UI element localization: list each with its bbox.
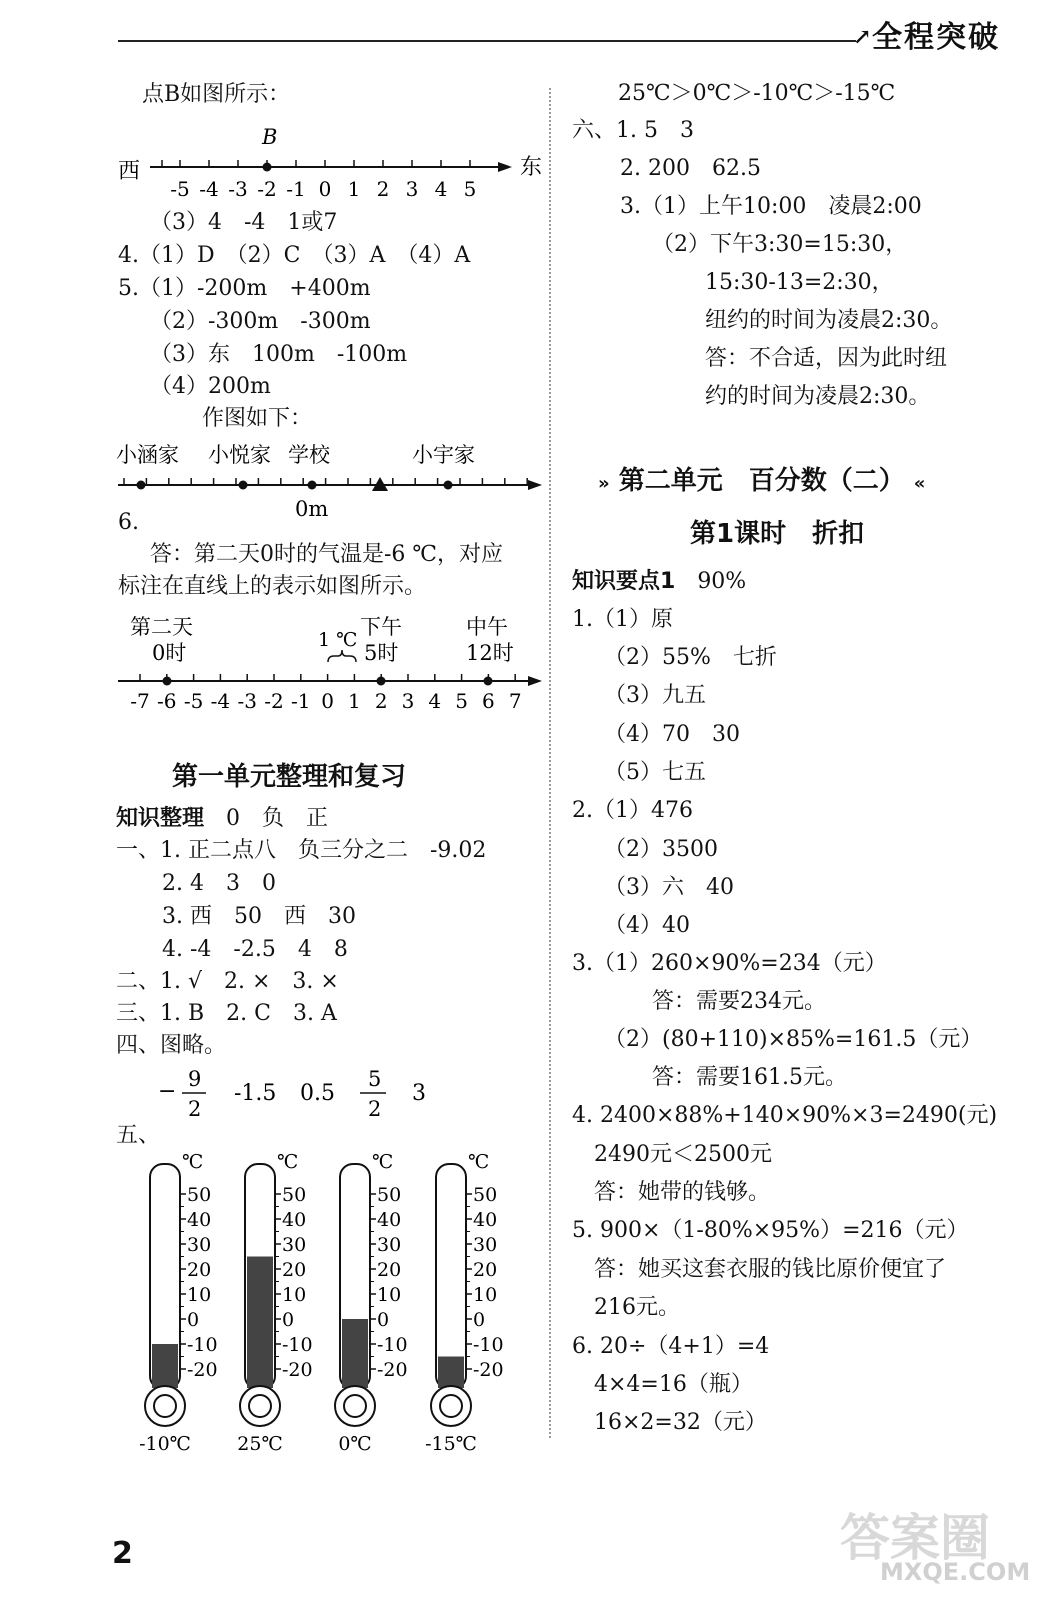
thermo-reading: 0℃ xyxy=(338,1433,372,1455)
thermo-tick-label: 50 xyxy=(377,1184,402,1206)
thermometer xyxy=(335,1151,408,1455)
nl2-zero-label: 0m xyxy=(295,497,329,521)
unit2-title-text: 第二单元 百分数（二） xyxy=(618,466,905,496)
right-line-6: 15:30-13=2:30， xyxy=(705,270,894,295)
nl3-unit-brace xyxy=(328,650,356,662)
nl3-tick-label: 1 xyxy=(348,689,361,713)
thermo-tick-label: 50 xyxy=(187,1184,212,1206)
knowledge-point-line xyxy=(572,567,746,597)
left-line-3: （3）4 -4 1或7 xyxy=(150,210,338,235)
left-line-5-1: 5.（1）-200m +400m xyxy=(118,276,371,301)
q5-answer: 答：她买这套衣服的钱比原价便宜了 xyxy=(594,1257,947,1282)
thermo-tick-label: -10 xyxy=(187,1334,218,1356)
nl2-arrow xyxy=(528,480,542,490)
frac-a-numerator: 9 xyxy=(188,1067,202,1091)
left-line-6a: 答：第二天0时的气温是-6 ℃，对应 xyxy=(150,542,504,567)
q4-2: 2490元＜2500元 xyxy=(594,1142,772,1167)
thermometer xyxy=(237,1151,312,1455)
q3-1: 3.（1）260×90%=234（元） xyxy=(572,951,887,976)
thermo-tick-label: -20 xyxy=(473,1359,504,1381)
left-line-point-b: 点B如图所示： xyxy=(142,82,291,107)
thermometer xyxy=(139,1151,218,1455)
nl1-point-label: B xyxy=(262,125,278,149)
q3-2-answer: 答：需要161.5元。 xyxy=(652,1065,847,1090)
double-chevron-right-icon: » xyxy=(598,473,610,494)
thermo-tick-label: -20 xyxy=(282,1359,313,1381)
review-1-4: 4. -4 -2.5 4 8 xyxy=(162,937,348,962)
q6-1: 6. 20÷（4+1）=4 xyxy=(572,1334,770,1359)
nl1-tick-label: -5 xyxy=(170,177,190,201)
thermo-tick-label: 0 xyxy=(473,1309,486,1331)
thermo-tick-label: 10 xyxy=(187,1284,212,1306)
nl3-tick-label: -3 xyxy=(237,689,257,713)
thermometers xyxy=(120,1142,540,1462)
knowledge-summary-label: 知识整理 xyxy=(116,806,205,831)
thermo-tick-label: 50 xyxy=(473,1184,498,1206)
nl2-ticks xyxy=(124,478,527,485)
nl2-dot-xiaohan xyxy=(137,481,146,490)
thermo-tick-label: 30 xyxy=(473,1234,498,1256)
q1-2: （2）55% 七折 xyxy=(604,645,777,670)
nl1-tick-label: -2 xyxy=(257,177,277,201)
review-1-3: 3. 西 50 西 30 xyxy=(162,904,356,929)
thermo-mercury xyxy=(342,1319,368,1388)
nl3-unit: 1 ℃ xyxy=(318,629,358,651)
thermo-tick-label: -10 xyxy=(473,1334,504,1356)
right-line-3: 2. 200 62.5 xyxy=(620,156,761,181)
thermo-tick-label: 10 xyxy=(473,1284,498,1306)
knowledge-point-answer: 90% xyxy=(675,569,747,594)
q2-3: （3）六 40 xyxy=(604,875,734,900)
header-brand: 全程突破 xyxy=(872,20,1000,55)
nl3-tick-label: -1 xyxy=(291,689,311,713)
nl3-arrow xyxy=(528,676,542,686)
right-line-8: 答：不合适，因为此时纽 xyxy=(705,346,948,371)
nl1-tick-label: 3 xyxy=(405,177,419,201)
thermo-tick-label: 30 xyxy=(282,1234,307,1256)
nl3-tick-label: 5 xyxy=(455,689,468,713)
frac-d-numerator: 5 xyxy=(368,1067,382,1091)
nl3-tick-label: 0 xyxy=(321,689,334,713)
nl1-tick-label: 2 xyxy=(376,177,390,201)
thermo-tick-label: 20 xyxy=(187,1259,212,1281)
nl1-west-label: 西 xyxy=(118,159,141,184)
lesson-title: 第1课时 折扣 xyxy=(690,519,865,549)
nl3-dot-minus6 xyxy=(163,677,172,686)
review-4: 四、图略。 xyxy=(116,1033,227,1058)
thermo-mercury xyxy=(438,1357,464,1389)
thermo-tick-label: 30 xyxy=(377,1234,402,1256)
number-line-homes xyxy=(110,436,550,526)
review-5: 五、 xyxy=(116,1123,161,1148)
nl3-tick-label: 7 xyxy=(508,689,522,713)
thermo-unit: ℃ xyxy=(372,1151,394,1173)
thermo-tick-label: 30 xyxy=(187,1234,212,1256)
nl3-tick-label: -5 xyxy=(183,689,204,713)
nl3-top-afternoon: 下午 xyxy=(360,615,402,639)
review-2: 二、1. √ 2. × 3. × xyxy=(116,969,339,994)
nl1-tick-label: 4 xyxy=(434,177,448,201)
q1-4: （4）70 30 xyxy=(604,722,740,747)
value-3: 3 xyxy=(412,1081,426,1106)
nl1-tick-label: -3 xyxy=(228,177,248,201)
review-3: 三、1. B 2. C 3. A xyxy=(116,1001,337,1026)
left-line-5-5: 作图如下： xyxy=(202,406,313,431)
left-line-6b: 标注在直线上的表示如图所示。 xyxy=(118,574,427,599)
thermo-tick-label: 50 xyxy=(282,1184,307,1206)
nl3-tick-label: -2 xyxy=(264,689,284,713)
knowledge-summary-answers: 0 负 正 xyxy=(204,806,329,831)
nl1-point-b xyxy=(263,163,272,172)
q4-answer: 答：她带的钱够。 xyxy=(594,1180,771,1205)
nl3-ticks xyxy=(130,674,521,713)
thermo-tube xyxy=(436,1164,466,1389)
nl3-top-day2: 第二天 xyxy=(130,615,193,639)
nl3-bottom-5h: 5时 xyxy=(364,641,399,665)
review-1-2: 2. 4 3 0 xyxy=(162,871,276,896)
thermo-mercury xyxy=(152,1344,178,1388)
frac-a-denominator: 2 xyxy=(188,1097,202,1121)
nl3-tick-label: -7 xyxy=(130,689,150,713)
thermo-bulb-inner xyxy=(154,1395,176,1417)
thermo-tick-label: 20 xyxy=(282,1259,307,1281)
header-swoosh-icon: ↗ xyxy=(853,24,872,50)
nl1-tick-label: -1 xyxy=(286,177,306,201)
nl2-dot-xiaoyu xyxy=(444,481,453,490)
nl2-label-xiaohan: 小涵家 xyxy=(116,443,179,467)
nl1-arrow xyxy=(498,162,512,172)
review-1-1: 一、1. 正二点八 负三分之二 -9.02 xyxy=(116,838,487,863)
fraction-row xyxy=(150,1062,450,1122)
right-line-5: （2）下午3:30=15:30， xyxy=(652,232,908,257)
thermo-tick-label: 0 xyxy=(187,1309,200,1331)
nl2-dot-school xyxy=(308,481,317,490)
thermo-tick-label: 10 xyxy=(377,1284,402,1306)
nl3-tick-label: 4 xyxy=(428,689,442,713)
q3-2: （2）(80+110)×85%=161.5（元） xyxy=(604,1027,983,1052)
knowledge-point-label: 知识要点1 xyxy=(572,569,676,594)
left-line-4: 4.（1）D （2）C （3）A （4）A xyxy=(118,243,471,268)
right-line-7: 纽约的时间为凌晨2:30。 xyxy=(705,308,953,333)
right-line-2: 六、1. 5 3 xyxy=(572,118,694,143)
thermo-unit: ℃ xyxy=(182,1151,204,1173)
nl3-tick-label: 2 xyxy=(374,689,388,713)
q6-3: 16×2=32（元） xyxy=(594,1410,767,1435)
q3-1-answer: 答：需要234元。 xyxy=(652,989,826,1014)
q5-1: 5. 900×（1-80%×95%）=216（元） xyxy=(572,1218,969,1243)
q1-3: （3）九五 xyxy=(604,683,706,708)
q2-1: 2.（1）476 xyxy=(572,798,693,823)
nl2-label-xiaoyue: 小悦家 xyxy=(208,443,271,467)
thermometer xyxy=(425,1151,504,1455)
knowledge-summary-line xyxy=(116,804,328,834)
number-line-temperature xyxy=(110,606,550,716)
left-line-5-2: （2）-300m -300m xyxy=(150,309,371,334)
nl1-tick-label: 5 xyxy=(463,177,477,201)
thermo-unit: ℃ xyxy=(277,1151,299,1173)
thermo-tick-label: 20 xyxy=(377,1259,402,1281)
thermo-reading: 25℃ xyxy=(237,1433,283,1455)
left-line-5-3: （3）东 100m -100m xyxy=(150,342,408,367)
nl3-tick-label: 3 xyxy=(401,689,415,713)
q6-2: 4×4=16（瓶） xyxy=(594,1372,753,1397)
double-chevron-left-icon: « xyxy=(913,473,926,494)
thermo-unit: ℃ xyxy=(468,1151,490,1173)
thermo-bulb-inner xyxy=(249,1395,271,1417)
nl1-tick-label: 1 xyxy=(347,177,361,201)
thermo-tick-label: 40 xyxy=(473,1209,498,1231)
nl3-dot-2 xyxy=(377,677,386,686)
thermo-tick-label: -10 xyxy=(282,1334,313,1356)
nl1-east-label: 东 xyxy=(520,155,543,180)
nl2-label-school: 学校 xyxy=(288,443,330,467)
thermo-tick-label: 40 xyxy=(282,1209,307,1231)
left-line-6: 6. xyxy=(118,510,139,535)
thermo-tick-label: 40 xyxy=(377,1209,402,1231)
thermo-tick-label: -10 xyxy=(377,1334,408,1356)
thermo-mercury xyxy=(247,1257,273,1389)
thermo-reading: -10℃ xyxy=(139,1433,191,1455)
thermo-reading: -15℃ xyxy=(425,1433,477,1455)
thermo-tick-label: -20 xyxy=(187,1359,218,1381)
q5-answer-cont: 216元。 xyxy=(594,1295,680,1320)
thermo-tick-label: 0 xyxy=(377,1309,390,1331)
q4-1: 4. 2400×88%+140×90%×3=2490(元) xyxy=(572,1103,998,1128)
number-line-b xyxy=(110,120,550,210)
thermo-tick-label: 40 xyxy=(187,1209,212,1231)
value-minus-1-5: -1.5 xyxy=(234,1081,277,1106)
q2-4: （4）40 xyxy=(604,913,690,938)
unit1-review-title: 第一单元整理和复习 xyxy=(172,762,407,792)
q1-5: （5）七五 xyxy=(604,760,706,785)
nl3-top-noon: 中午 xyxy=(466,615,508,639)
right-line-4: 3.（1）上午10:00 凌晨2:00 xyxy=(620,194,922,219)
nl2-dot-xiaoyue xyxy=(239,481,248,490)
page-number: 2 xyxy=(112,1536,133,1571)
thermo-bulb-inner xyxy=(440,1395,462,1417)
q2-2: （2）3500 xyxy=(604,837,718,862)
thermo-tick-label: 20 xyxy=(473,1259,498,1281)
nl3-tick-label: 6 xyxy=(482,689,495,713)
header-rule xyxy=(118,40,856,42)
value-0-5: 0.5 xyxy=(300,1081,335,1106)
thermo-bulb-inner xyxy=(344,1395,366,1417)
watermark-url: MXQE.COM xyxy=(880,1558,1031,1586)
nl2-label-xiaoyu: 小宇家 xyxy=(412,443,475,467)
nl3-tick-label: -6 xyxy=(157,689,177,713)
column-divider xyxy=(549,88,552,1438)
nl3-bottom-12h: 12时 xyxy=(466,641,514,665)
right-line-9: 约的时间为凌晨2:30。 xyxy=(705,384,931,409)
frac-d-denominator: 2 xyxy=(368,1097,382,1121)
right-line-1: 25℃＞0℃＞-10℃＞-15℃ xyxy=(618,81,896,106)
nl1-tick-label: -4 xyxy=(199,177,219,201)
left-line-5-4: （4）200m xyxy=(150,374,271,399)
thermo-tick-label: 0 xyxy=(282,1309,295,1331)
nl3-tick-label: -4 xyxy=(210,689,231,713)
q1-1: 1.（1）原 xyxy=(572,607,673,632)
unit2-title xyxy=(598,460,925,497)
frac-neg-sign: − xyxy=(158,1079,177,1104)
nl3-dot-6 xyxy=(484,677,493,686)
watermark-logo: 答案圈 xyxy=(840,1509,990,1567)
thermo-tick-label: -20 xyxy=(377,1359,408,1381)
nl1-tick-label: 0 xyxy=(318,177,332,201)
nl3-bottom-0h: 0时 xyxy=(152,641,187,665)
thermo-tick-label: 10 xyxy=(282,1284,307,1306)
